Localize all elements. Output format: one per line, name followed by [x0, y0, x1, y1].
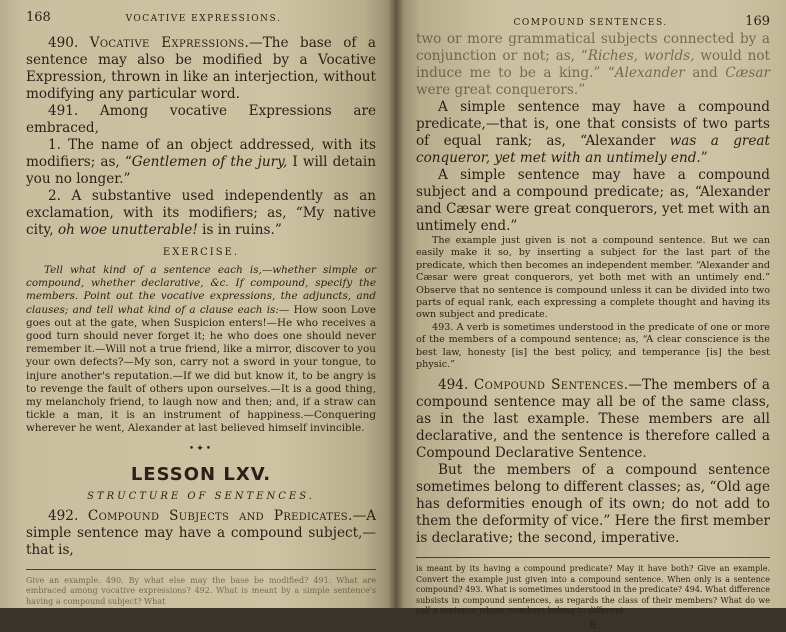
paragraph-compound-predicate: A simple sentence may have a compound predicate,—that is, one that consists of two parts of equal rank; as, “Alexander was a great conqueror, yet met with an untimely end.”: [416, 99, 771, 166]
heading-vocative-expressions: Vocative Expressions.: [89, 35, 250, 51]
book-gutter: [388, 0, 404, 608]
left-page-number: 168: [26, 10, 51, 25]
left-running-title: VOCATIVE EXPRESSIONS.: [125, 14, 282, 24]
right-footnote: is meant by its having a compound predicate? May it have both? Give an example. Convert the example just given into a compound sentence. When only is a sentence compound? 493. What is sometimes understood in the predicate? 494. What difference subsists in compound sentences, as regards the class of their members? What do we call a sentence whose members belong to different: [416, 564, 770, 616]
exercise-heading: EXERCISE.: [162, 247, 240, 258]
right-running-head: [416, 14, 770, 29]
right-footnote-rule: [416, 557, 770, 558]
paragraph-494: 494. Compound Sentences.—The members of a compound sentence may all be of the same class, as in the last example. These members are all declarative, and the sentence is therefore called a Compound Declarative Sentence.: [416, 377, 770, 462]
exercise-instructions: Tell what kind of a sentence each is,—whether simple or compound, whether declarative, &c. If compound, specify the members. Point out the vocative expressions, the adjuncts, and clauses; and tell what kind of a clause each is:—: [26, 264, 376, 316]
paragraph-493: 493. A verb is sometimes understood in the predicate of one or more of the members of a compound sentence; as, “A clear conscience is the best law, honesty [is] the best policy, and temperance [is] the best physic.”: [416, 321, 770, 371]
paragraph-subject-and-predicate: A simple sentence may have a compound subject and a compound predicate; as, “Alexander and Cæsar were great conquerors, yet met with an untimely end.”: [416, 167, 770, 234]
paragraph-491: 491. Among vocative Expressions are embraced,: [26, 103, 376, 136]
paragraph-490: 490. Vocative Expressions.—The base of a sentence may also be modified by a Vocative Expression, thrown in like an interjection, without modifying any particular word.: [26, 35, 376, 102]
right-page: [396, 0, 786, 632]
signature-mark: 8: [589, 618, 597, 632]
list-item-2: 2. A substantive used independently as an exclamation, with its modifiers; as, “My native city, oh woe unutterable! is in ruins.”: [26, 188, 376, 238]
left-page: [0, 0, 396, 608]
ornament-divider: •✦•: [188, 443, 214, 454]
heading-compound-subjects: Compound Subjects and Predicates.: [87, 507, 353, 524]
exercise-sentences: How soon Love goes out at the gate, when Suspicion enters!—He who receives a good turn should never forget it; he who does one should never remember it.—Will not a true friend, like a mirror, discover to you your own defects?—My son, carry not a sword in your tongue, to injure another's reputation.—If we did but know it, to be angry is to revenge the fault of others upon ourselves.—It is a good thing, my melancholy friend, to laugh now and then; and, if a straw can tickle a man, it is an instrument of happiness.—Conquering wherever he went, Alexander at last believed himself invincible.: [26, 303, 376, 435]
paragraph-continuation: two or more grammatical subjects connected by a conjunction or not; as, “Riches, worlds, would not induce me to be a king.” “Alexander and Cæsar were great conquerors.”: [416, 31, 771, 98]
left-running-head: [26, 10, 376, 25]
left-footnote: Give an example. 490. By what else may the base be modified? 491. What are embraced among vocative expressions? 492. What is meant by a simple sentence's having a compound subject? What: [26, 575, 376, 606]
footnote-rule: [26, 569, 376, 570]
paragraph-492: 492. Compound Subjects and Predicates.—A simple sentence may have a compound subject,—that is,: [26, 507, 377, 558]
right-page-content: [416, 14, 770, 632]
paragraph-494-continued: But the members of a compound sentence sometimes belong to different classes; as, “Old age has deformities enough of its own; do not add to them the deformity of vice.” Here the first member is declarative; the second, imperative.: [416, 462, 770, 547]
right-running-title: COMPOUND SENTENCES.: [513, 18, 668, 28]
note-compound-example: The example just given is not a compound sentence. But we can easily make it so, by inserting a subject for the last part of the predicate, which then becomes an independent member. “Alexander and Cæsar were great conquerors, yet both met with an untimely end.” Observe that no sentence is compound unless it can be divided into two parts of equal rank, each expressing a complete thought and having its own subject and predicate.: [416, 235, 770, 321]
lesson-title: LESSON LXV.: [130, 463, 272, 485]
heading-compound-sentences: Compound Sentences.: [473, 377, 629, 394]
list-item-1: 1. The name of an object addressed, with its modifiers; as, “Gentlemen of the jury, I will detain you no longer.”: [26, 137, 376, 187]
left-page-content: [26, 10, 376, 607]
right-page-number: 169: [745, 14, 770, 29]
exercise-text: [26, 264, 376, 436]
lesson-subtitle: STRUCTURE OF SENTENCES.: [87, 490, 315, 502]
